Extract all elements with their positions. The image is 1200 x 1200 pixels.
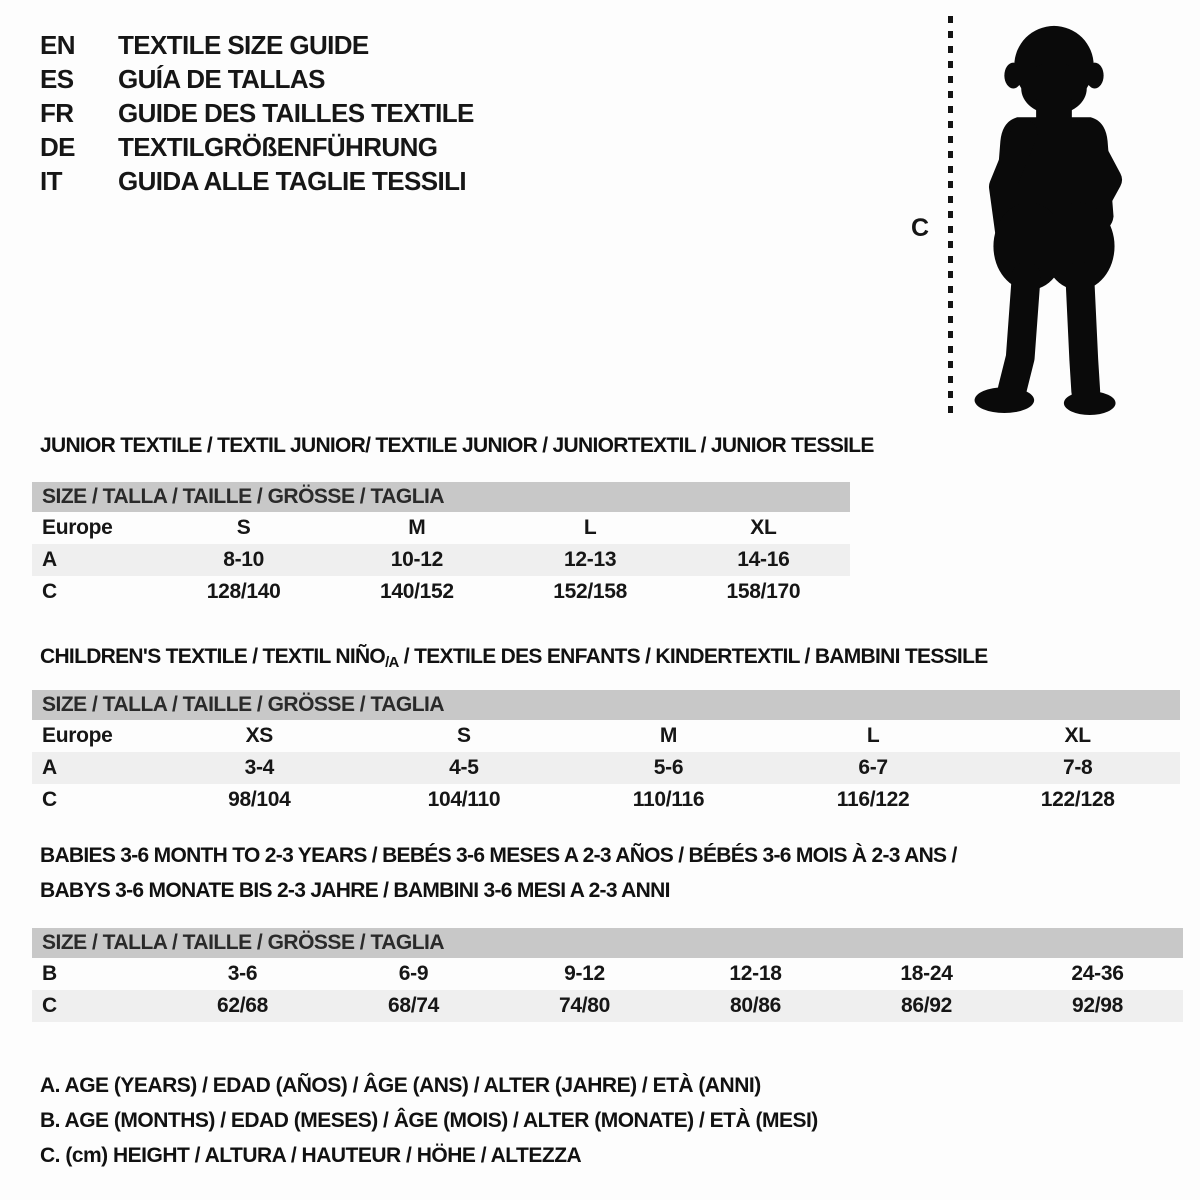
babies-section-title-line2: BABYS 3-6 MONATE BIS 2-3 JAHRE / BAMBINI 3-6 MESI A 2-3 ANNI bbox=[40, 879, 670, 902]
age-cell: 6-7 bbox=[858, 756, 888, 779]
age-cell: 3-4 bbox=[244, 756, 275, 779]
lang-row-en bbox=[40, 28, 474, 62]
babies-size-header: SIZE / TALLA / TAILLE / GRÖSSE / TAGLIA bbox=[32, 928, 1183, 958]
age-cell: 4-5 bbox=[449, 756, 479, 779]
guide-title-fr: GUIDE DES TAILLES TEXTILE bbox=[118, 97, 474, 128]
table-row bbox=[32, 512, 850, 544]
row-label: C bbox=[42, 994, 57, 1017]
lang-row-fr bbox=[40, 96, 474, 130]
age-cell: 6-9 bbox=[398, 962, 429, 985]
children-textile-section bbox=[32, 645, 1180, 816]
toddler-silhouette-image bbox=[962, 16, 1142, 418]
age-cell: 8-10 bbox=[223, 548, 265, 571]
babies-section-title-line1: BABIES 3-6 MONTH TO 2-3 YEARS / BEBÉS 3-6 MESES A 2-3 AÑOS / BÉBÉS 3-6 MOIS À 2-3 ANS / bbox=[40, 844, 957, 867]
size-cell: M bbox=[659, 724, 678, 747]
children-size-header: SIZE / TALLA / TAILLE / GRÖSSE / TAGLIA bbox=[32, 690, 1180, 720]
age-cell: 24-36 bbox=[1071, 962, 1124, 985]
lang-code: IT bbox=[40, 165, 62, 196]
table-row bbox=[32, 958, 1183, 990]
children-title-rest: / TEXTILE DES ENFANTS / KINDERTEXTIL / BAMBINI TESSILE bbox=[398, 645, 988, 668]
lang-code: DE bbox=[40, 131, 75, 162]
table-row bbox=[32, 752, 1180, 784]
height-cell: 152/158 bbox=[553, 580, 628, 603]
legend-age-months: B. AGE (MONTHS) / EDAD (MESES) / ÂGE (MOIS) / ALTER (MONATE) / ETÀ (MESI) bbox=[40, 1109, 818, 1132]
size-cell: S bbox=[457, 724, 471, 747]
legend-height-cm: C. (cm) HEIGHT / ALTURA / HAUTEUR / HÖHE / ALTEZZA bbox=[40, 1144, 582, 1167]
row-label: Europe bbox=[42, 516, 113, 539]
row-label: Europe bbox=[42, 724, 113, 747]
height-cell: 140/152 bbox=[379, 580, 454, 603]
lang-code: EN bbox=[40, 29, 75, 60]
table-row bbox=[32, 576, 850, 608]
row-label: C bbox=[42, 788, 57, 811]
lang-row-es bbox=[40, 62, 474, 96]
guide-title-it: GUIDA ALLE TAGLIE TESSILI bbox=[118, 165, 467, 196]
row-label: B bbox=[42, 962, 57, 985]
size-cell: XL bbox=[750, 516, 777, 539]
age-cell: 10-12 bbox=[390, 548, 443, 571]
height-cell: 86/92 bbox=[900, 994, 953, 1017]
age-cell: 5-6 bbox=[653, 756, 684, 779]
size-cell: XS bbox=[245, 724, 273, 747]
age-cell: 3-6 bbox=[227, 962, 258, 985]
lang-row-de bbox=[40, 130, 474, 164]
row-label: A bbox=[42, 756, 57, 779]
row-label: A bbox=[42, 548, 57, 571]
table-row bbox=[32, 720, 1180, 752]
row-label: C bbox=[42, 580, 57, 603]
age-cell: 12-13 bbox=[564, 548, 617, 571]
height-cell: 62/68 bbox=[216, 994, 269, 1017]
age-cell: 9-12 bbox=[564, 962, 605, 985]
height-cell: 74/80 bbox=[558, 994, 611, 1017]
children-section-title bbox=[32, 645, 1180, 669]
junior-size-header: SIZE / TALLA / TAILLE / GRÖSSE / TAGLIA bbox=[32, 482, 850, 512]
size-cell: S bbox=[236, 516, 251, 539]
babies-textile-section bbox=[32, 844, 1183, 1022]
age-cell: 18-24 bbox=[900, 962, 953, 985]
height-cell: 104/110 bbox=[427, 788, 501, 811]
lang-code: ES bbox=[40, 63, 74, 94]
height-cell: 98/104 bbox=[228, 788, 291, 811]
size-cell: L bbox=[583, 516, 597, 539]
junior-textile-section bbox=[32, 434, 874, 608]
height-cell: 158/170 bbox=[726, 580, 801, 603]
guide-title-en: TEXTILE SIZE GUIDE bbox=[118, 29, 369, 60]
guide-title-de: TEXTILGRÖßENFÜHRUNG bbox=[118, 131, 438, 162]
age-cell: 7-8 bbox=[1062, 756, 1093, 779]
size-cell: XL bbox=[1064, 724, 1091, 747]
height-measure-label: C bbox=[911, 214, 930, 242]
height-cell: 92/98 bbox=[1071, 994, 1124, 1017]
size-cell: L bbox=[866, 724, 880, 747]
size-cell: M bbox=[408, 516, 426, 539]
table-row bbox=[32, 544, 850, 576]
children-title-sub: /A bbox=[385, 654, 399, 671]
height-cell: 122/128 bbox=[1040, 788, 1115, 811]
guide-title-es: GUÍA DE TALLAS bbox=[118, 63, 325, 94]
legend-age-years: A. AGE (YEARS) / EDAD (AÑOS) / ÂGE (ANS) / ALTER (JAHRE) / ETÀ (ANNI) bbox=[40, 1074, 761, 1097]
age-cell: 12-18 bbox=[729, 962, 782, 985]
height-cell: 116/122 bbox=[836, 788, 910, 811]
lang-row-it bbox=[40, 164, 474, 198]
measurement-legend bbox=[40, 1068, 818, 1173]
height-cell: 68/74 bbox=[387, 994, 440, 1017]
lang-code: FR bbox=[40, 97, 74, 128]
table-row bbox=[32, 990, 1183, 1022]
children-title-main: CHILDREN'S TEXTILE / TEXTIL NIÑO bbox=[40, 645, 386, 668]
height-dashed-line bbox=[948, 16, 953, 416]
language-title-list bbox=[40, 28, 474, 198]
height-cell: 128/140 bbox=[206, 580, 281, 603]
junior-section-title: JUNIOR TEXTILE / TEXTIL JUNIOR/ TEXTILE JUNIOR / JUNIORTEXTIL / JUNIOR TESSILE bbox=[40, 434, 874, 457]
height-cell: 110/116 bbox=[632, 788, 705, 811]
table-row bbox=[32, 784, 1180, 816]
height-cell: 80/86 bbox=[729, 994, 782, 1017]
age-cell: 14-16 bbox=[737, 548, 790, 571]
